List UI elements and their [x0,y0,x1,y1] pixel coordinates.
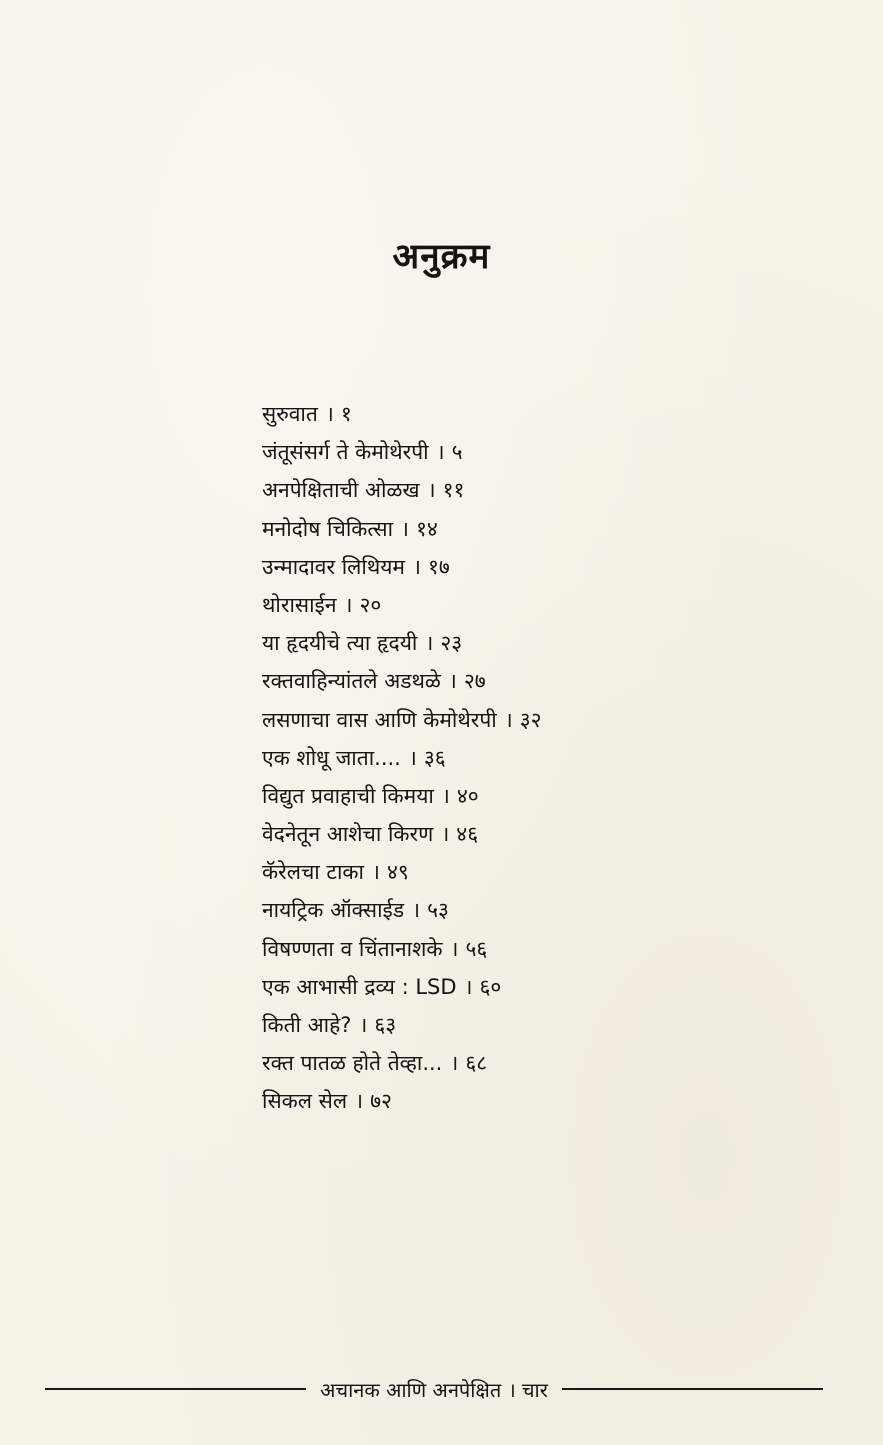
toc-entry [262,1044,542,1082]
toc-page-number: ५ [451,440,463,465]
footer-book-title: अचानक आणि अनपेक्षित [320,1377,502,1402]
toc-entry [262,891,542,929]
toc-page-number: ३२ [519,707,542,732]
toc-separator: । [359,1013,368,1037]
footer-rule-right [562,1388,823,1390]
toc-page-number: २३ [440,631,463,656]
toc-page-number: ७२ [370,1089,392,1114]
toc-separator: । [413,554,421,579]
toc-entry [262,777,542,815]
toc-separator: । [344,592,353,617]
toc-entry [262,548,542,586]
toc-separator: । [464,974,473,999]
table-of-contents [262,395,542,1121]
toc-entry-title: वेदनेतून आशेचा किरण [262,822,434,847]
toc-separator: । [355,1089,364,1114]
toc-page-number: ५३ [427,898,449,923]
toc-entry [262,930,542,968]
toc-entry [262,433,542,471]
toc-entry [262,1006,542,1044]
toc-entry [262,701,542,739]
toc-separator: । [450,936,459,961]
toc-page-number: ४६ [456,822,479,847]
toc-entry [262,1082,542,1120]
toc-page-number: २७ [463,669,486,694]
toc-separator: । [504,707,513,732]
toc-page-number: ६३ [374,1013,397,1037]
toc-page-number: २० [359,592,382,617]
toc-entry [262,471,542,509]
page-title: अनुक्रम [392,237,491,277]
toc-entry-title: अनपेक्षिताची ओळख [262,478,420,503]
footer-rule-left [45,1388,306,1390]
toc-entry [262,853,542,891]
toc-entry-title: उन्मादावर लिथियम [262,554,405,579]
toc-entry-title: कॅरेलचा टाका [262,860,364,885]
toc-separator: । [372,860,380,885]
toc-page-number: ५६ [465,936,488,961]
toc-entry-title: रक्तवाहिन्यांतले अडथळे [262,669,441,694]
toc-entry [262,662,542,700]
toc-separator: । [436,440,445,465]
toc-entry-title: किती आहे? [262,1013,352,1037]
toc-separator: । [448,669,457,694]
toc-page-number: १ [340,402,352,426]
running-title [306,1376,562,1403]
toc-page-number: ६८ [465,1051,488,1076]
toc-entry [262,968,542,1006]
toc-entry [262,395,542,433]
toc-page-number: १७ [427,554,450,579]
running-footer [45,1372,823,1406]
toc-entry-title: सुरुवात [262,402,318,426]
toc-entry-title: एक आभासी द्रव्य : LSD [262,974,457,999]
toc-entry-title: सिकल सेल [262,1089,348,1114]
toc-entry-title: विद्युत प्रवाहाची किमया [262,783,434,808]
toc-entry [262,739,542,777]
toc-entry [262,510,542,548]
toc-entry-title: लसणाचा वास आणि केमोथेरपी [262,707,497,732]
toc-entry-title: नायट्रिक ऑक्साईड [262,898,405,923]
toc-separator: । [412,898,421,923]
toc-page-number: ४९ [386,860,409,885]
toc-page-number: १४ [416,516,438,541]
toc-page-number: ६० [479,974,502,999]
toc-entry-title: एक शोधू जाता.... [262,745,401,770]
toc-entry-title: जंतूसंसर्ग ते केमोथेरपी [262,440,429,465]
toc-separator: । [408,745,417,770]
toc-entry [262,815,542,853]
toc-separator: । [325,402,334,426]
toc-separator: । [450,1051,459,1076]
toc-separator: । [427,478,436,503]
toc-entry-title: थोरासाईन [262,592,337,617]
toc-separator: । [441,783,450,808]
toc-separator: । [401,516,410,541]
toc-page-number: ११ [442,478,465,503]
footer-separator: । [508,1377,516,1402]
toc-entry [262,624,542,662]
footer-page-label: चार [521,1377,548,1402]
toc-entry-title: विषण्णता व चिंतानाशके [262,936,443,961]
toc-entry-title: या हृदयीचे त्या हृदयी [262,631,418,656]
toc-page-number: ३६ [423,745,446,770]
toc-separator: । [441,822,450,847]
toc-entry-title: रक्त पातळ होते तेव्हा... [262,1051,443,1076]
toc-separator: । [425,631,434,656]
toc-entry [262,586,542,624]
toc-page-number: ४० [456,783,479,808]
toc-entry-title: मनोदोष चिकित्सा [262,516,394,541]
